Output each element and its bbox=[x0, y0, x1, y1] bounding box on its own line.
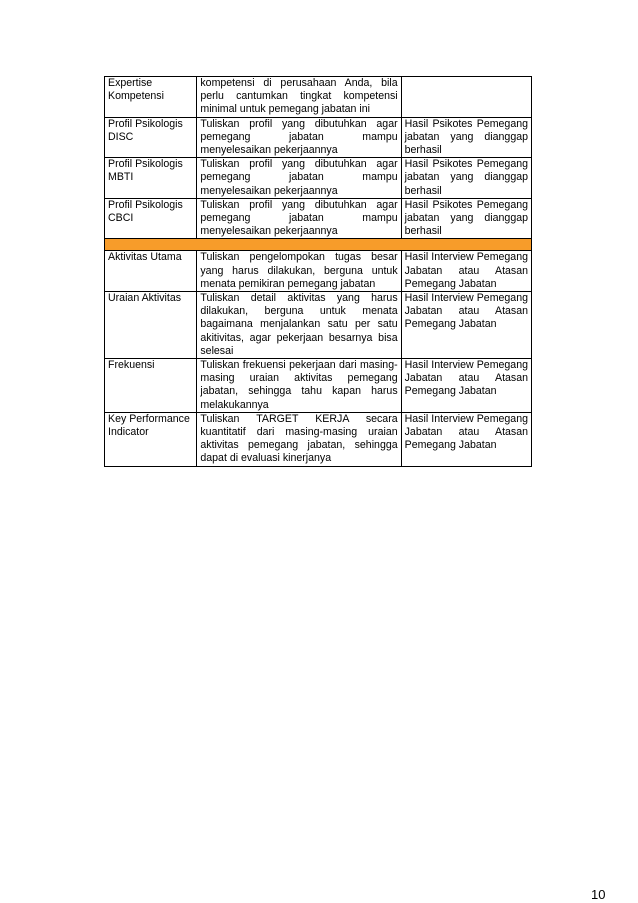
row-description: Tuliskan detail aktivitas yang harus dilakukan, berguna untuk menata bagaimana menjalankan satu per satu akitivitas, agar pekerjaan besarnya bisa selesai bbox=[197, 292, 401, 359]
row-label: Aktivitas Utama bbox=[105, 251, 197, 292]
row-description: Tuliskan profil yang dibutuhkan agar pemegang jabatan mampu menyelesaikan pekerjaannya bbox=[197, 117, 401, 158]
row-label: Profil Psikologis DISC bbox=[105, 117, 197, 158]
row-label: Key Performance Indicator bbox=[105, 412, 197, 466]
table-row bbox=[105, 292, 532, 359]
row-description: kompetensi di perusahaan Anda, bila perlu cantumkan tingkat kompetensi minimal untuk pemegang jabatan ini bbox=[197, 77, 401, 118]
row-description: Tuliskan profil yang dibutuhkan agar pemegang jabatan mampu menyelesaikan pekerjaannya bbox=[197, 198, 401, 239]
row-description: Tuliskan frekuensi pekerjaan dari masing-masing uraian aktivitas pemegang jabatan, sehingga tahu kapan harus melakukannya bbox=[197, 359, 401, 413]
table-row bbox=[105, 412, 532, 466]
row-description: Tuliskan pengelompokan tugas besar yang harus dilakukan, berguna untuk menata pemikiran pemegang jabatan bbox=[197, 251, 401, 292]
row-source: Hasil Interview Pemegang Jabatan atau Atasan Pemegang Jabatan bbox=[401, 292, 531, 359]
row-source bbox=[401, 77, 531, 118]
row-source: Hasil Psikotes Pemegang jabatan yang dianggap berhasil bbox=[401, 158, 531, 199]
row-label: Profil Psikologis MBTI bbox=[105, 158, 197, 199]
row-source: Hasil Psikotes Pemegang jabatan yang dianggap berhasil bbox=[401, 117, 531, 158]
row-source: Hasil Psikotes Pemegang jabatan yang dianggap berhasil bbox=[401, 198, 531, 239]
row-label: Uraian Aktivitas bbox=[105, 292, 197, 359]
row-source: Hasil Interview Pemegang Jabatan atau Atasan Pemegang Jabatan bbox=[401, 412, 531, 466]
section-separator-row bbox=[105, 239, 532, 251]
row-source: Hasil Interview Pemegang Jabatan atau Atasan Pemegang Jabatan bbox=[401, 359, 531, 413]
table-row bbox=[105, 251, 532, 292]
table-row bbox=[105, 359, 532, 413]
row-label: Frekuensi bbox=[105, 359, 197, 413]
row-description: Tuliskan profil yang dibutuhkan agar pemegang jabatan mampu menyelesaikan pekerjaannya bbox=[197, 158, 401, 199]
row-source: Hasil Interview Pemegang Jabatan atau Atasan Pemegang Jabatan bbox=[401, 251, 531, 292]
table-row bbox=[105, 117, 532, 158]
table-row bbox=[105, 198, 532, 239]
row-description: Tuliskan TARGET KERJA secara kuantitatif dari masing-masing uraian aktivitas pemegang jabatan, sehingga dapat di evaluasi kinerjanya bbox=[197, 412, 401, 466]
row-label: Expertise Kompetensi bbox=[105, 77, 197, 118]
row-label: Profil Psikologis CBCI bbox=[105, 198, 197, 239]
page-number: 10 bbox=[591, 887, 606, 902]
job-description-table bbox=[104, 76, 532, 467]
section-separator bbox=[105, 239, 532, 251]
table-row bbox=[105, 77, 532, 118]
table-row bbox=[105, 158, 532, 199]
